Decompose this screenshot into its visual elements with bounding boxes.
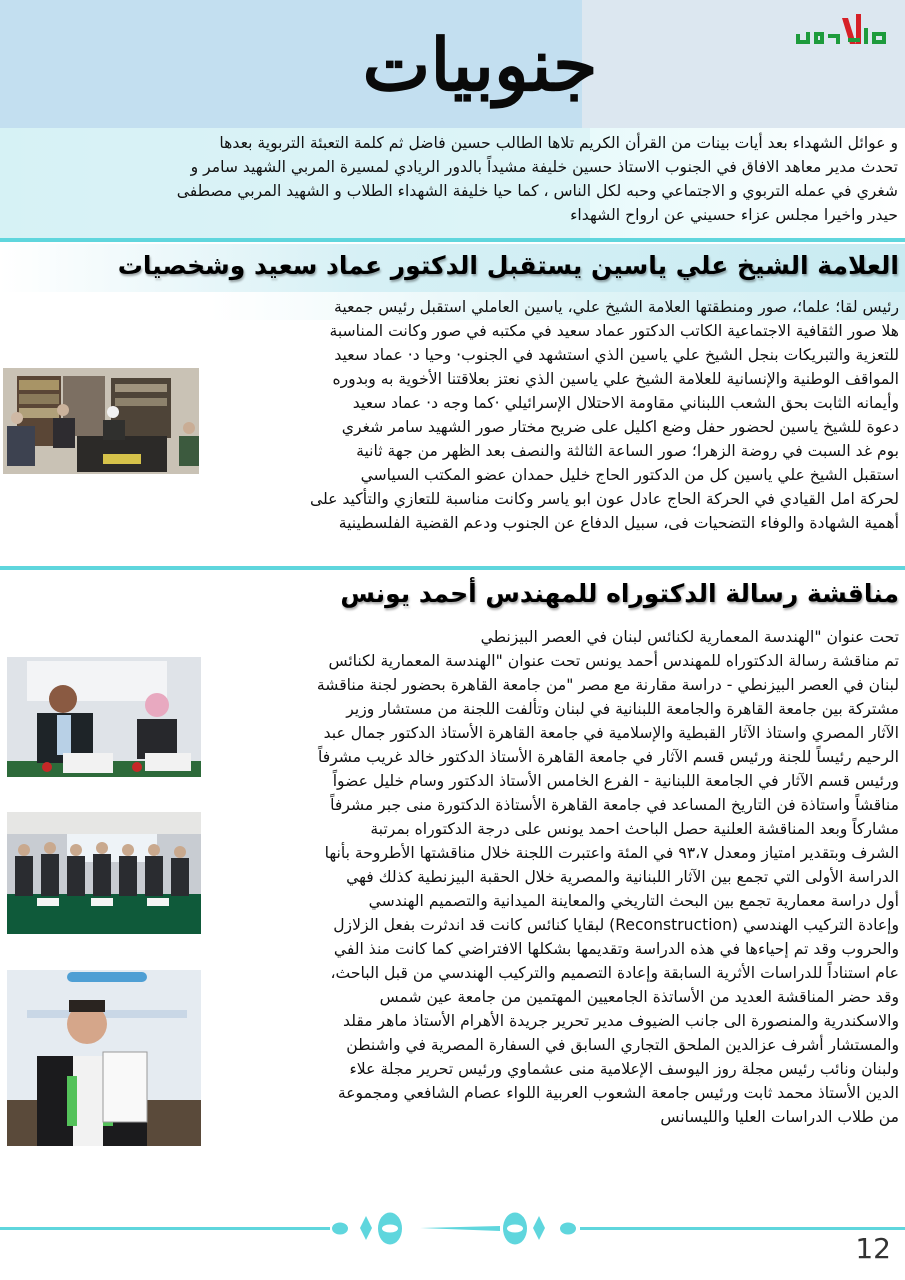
article1-body	[212, 295, 899, 535]
article2-photo-2	[7, 812, 201, 934]
article2-line: مناقشاً واستاذة فن التاريخ المساعد في جامعة القاهرة الأستاذة الدكتورة منى جبر مشرفاً	[330, 796, 899, 814]
article2-line: الآثار المصري واستاذ الآثار القبطية والإسلامية في جامعة القاهرة الأستاذ الدكتور جمال عبد	[323, 724, 899, 742]
article2-line: مشتركة بين جامعة القاهرة والجامعة اللبنانية في لبنان وتألفت اللجنة من مستشار وزير	[346, 700, 899, 718]
article2-line: وقد حضر المناقشة العديد من الأساتذة الجامعيين المهتمين من جامعة عين شمس	[379, 988, 899, 1006]
article2-line: الدراسة الأولى التي تجمع بين الآثار اللبنانية والمصرية خلال الحقبة البيزنطية كذلك فهي	[346, 868, 899, 886]
article2-line: والحروب وقد تم إحياءها في هذه الدراسة وتقديمها بشكلها الافتراضي كما كانت منذ الفي	[333, 940, 899, 958]
section-divider	[0, 238, 905, 242]
article2-line: الرحيم رئيساً للجنة ورئيس قسم الآثار في جامعة القاهرة الأستاذ الدكتور خالد غريب مشرفاً	[318, 748, 899, 766]
intro-line: تحدث مدير معاهد الافاق في الجنوب الاستاذ حسين خليفة مشيداً بالدور الريادي لمسيرة المربي الشهيد سامر و	[190, 158, 898, 176]
article1-line: أهمية الشهادة والوفاء التضحيات فى، سبيل الدفاع عن الجنوب ودعم القضية الفلسطينية	[338, 514, 899, 532]
article2-line: من طلاب الدراسات العليا والليسانس	[660, 1108, 899, 1126]
article2-line: والاسكندرية والمنصورة الى جانب الضيوف مدير تحرير جريدة الأهرام الأستاذ ماهر مقلد	[343, 1012, 899, 1030]
article1-line: وأيمانه الثابت بحق الشعب اللبناني مقاومة الاحتلال الإسرائيلي ·كما وجه د· عماد سعيد	[352, 394, 899, 412]
article1-line: بوم غد السبت في روضة الزهرا؛ صور الساعة الثالثة والنصف بعد الظهر من جهة ثانية	[356, 442, 899, 460]
graduate-image	[7, 970, 201, 1146]
article1-line: للتعزية والتبريكات بنجل الشيخ علي ياسين الذي استشهد في الجنوب· وحيا د· عماد سعيد	[334, 346, 899, 364]
article1-line: دعوة للشيخ ياسين لحضور حفل وضع اكليل على ضريح مختار صور الشهيد سامر شغري	[341, 418, 899, 436]
office-meeting-image	[3, 368, 199, 474]
article2-line: أول دراسة معمارية تجمع بين البحث التاريخي والمعاينة الميدانية والتصميم الهندسي	[368, 892, 899, 910]
panel-image	[7, 657, 201, 777]
article1-photo	[3, 368, 199, 474]
article1-line: استقبل الشيخ علي ياسين كل من الدكتور الحاج خليل حمدان عضو المكتب السياسي	[360, 466, 899, 484]
article2-line: والمستشار أشرف عزالدين الملحق التجاري السابق في السفارة المصرية في واشنطن	[346, 1036, 899, 1054]
article1-line: هلا صور الثقافية الاجتماعية الكاتب الدكتور عماد سعيد في مكتبه في صور وكانت المناسبة	[329, 322, 899, 340]
article2-photo-3	[7, 970, 201, 1146]
intro-paragraph	[8, 131, 898, 227]
article2-line: الشرف وبتقدير امتياز ومعدل ٩٣،٧ في المئة واعتبرت اللجنة خلال مناقشتها الأطروحة بأنها	[324, 844, 899, 862]
article2-line: ولبنان ونائب رئيس مجلة روز اليوسف الإعلامية منى عشماوي ورئيس تحرير مجلة علاء	[349, 1060, 899, 1078]
article2-line: تم مناقشة رسالة الدكتوراه للمهندس أحمد يونس تحت عنوان "الهندسة المعمارية لكنائس	[328, 652, 899, 670]
article1-title: العلامة الشيخ علي ياسين يستقبل الدكتور عماد سعيد وشخصيات	[117, 251, 899, 280]
article2-line: مشاركاً وبعد المناقشة العلنية حصل الباحث احمد يونس على درجة الدكتوراه بمرتبة	[370, 820, 899, 838]
article2-line: عام استناداً للدراسات الأثرية السابقة وإعادة التصميم والتركيب الهندسي من قبل الباحث،	[330, 964, 899, 982]
article2-title: مناقشة رسالة الدكتوراه للمهندس أحمد يونس	[340, 579, 899, 608]
article2-line: لبنان في العصر البيزنطي - دراسة مقارنة مع مصر "من جامعة القاهرة بحضور لجنة مناقشة	[316, 676, 899, 694]
article1-line: لحركة امل القيادي في الحركة الحاج عادل عون ابو ياسر وكانت مناسبة للتعازي والتأكيد على	[309, 490, 899, 508]
article1-line: المواقف الوطنية والإنسانية للعلامة الشيخ علي ياسين الذي نعتز بعلاقتنا الأخوية به وبدوره	[332, 370, 899, 388]
intro-line: حيدر واخيرا مجلس عزاء حسيني عن ارواح الشهداء	[570, 206, 898, 224]
section-divider	[0, 566, 905, 570]
article1-line: رئيس لقا؛ علما؛، صور ومنطقتها العلامة الشيخ علي، ياسين العاملي استقبل رئيس جمعية	[334, 298, 899, 316]
committee-image	[7, 812, 201, 934]
article2-photo-1	[7, 657, 201, 777]
intro-line: و عوائل الشهداء بعد أيات بينات من القرأن الكريم تلاها الطالب حسين فاضل ثم كلمة التعبئة التربوية بعدها	[219, 134, 898, 152]
footer-ornament	[0, 1212, 905, 1246]
page-header	[0, 0, 905, 128]
article2-line: الدين الأستاذ محمد ثابت ورئيس جامعة الشعوب العربية اللواء عصام الشافعي ومجموعة	[337, 1084, 899, 1102]
article2-line: وإعادة التركيب الهندسي (Reconstruction) لبقايا كنائس كانت قد اندثرت بفعل الزلازل	[333, 916, 899, 934]
masthead-title: جنوبيات	[362, 22, 598, 107]
article2-line: ورئيس قسم الآثار في الجامعة اللبنانية - الفرع الخامس الأستاذ الدكتور وسام خليل عضواً	[332, 772, 899, 790]
article2-line: تحت عنوان "الهندسة المعمارية لكنائس لبنان في العصر البيزنطي	[480, 628, 899, 646]
intro-line: شغري في عمله التربوي و الاجتماعي وحبه لكل الناس ، كما حيا خليفة الشهداء الطلاب و الشهيد المربي مصطفى	[176, 182, 898, 200]
hala-sour-logo	[790, 10, 900, 50]
article2-body	[212, 625, 899, 1129]
page-number: 12	[855, 1232, 891, 1265]
